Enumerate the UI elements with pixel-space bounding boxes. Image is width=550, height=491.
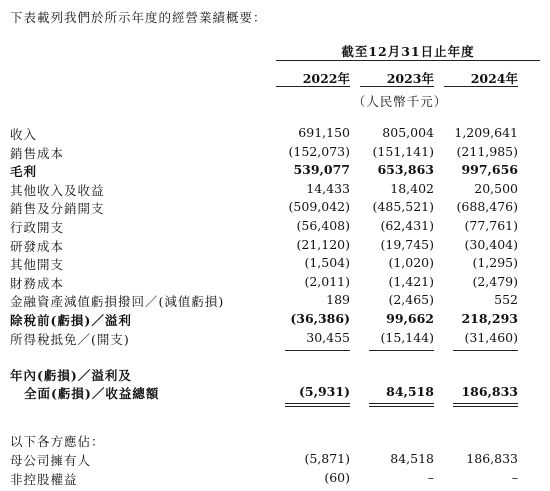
row-value: (485,521) (372, 199, 434, 215)
attrib-row-value: 84,518 (390, 451, 434, 466)
row-value: (151,141) (372, 143, 434, 159)
attrib-row-value: 186,833 (466, 451, 518, 466)
attrib-row-value: – (511, 469, 518, 485)
attrib-row-value: (5,871) (304, 451, 350, 466)
subtotal-rule-2022 (285, 350, 350, 351)
row-value: (1,020) (388, 255, 434, 271)
year-2024-header: 2024年 (470, 71, 518, 86)
row-value: 218,293 (461, 311, 518, 326)
row-value: (688,476) (456, 199, 518, 215)
total-value: 84,518 (386, 384, 434, 399)
row-value: (1,421) (388, 273, 434, 289)
subtotal-rule-2024 (453, 350, 518, 351)
total-value: (5,931) (299, 384, 350, 399)
row-value: 30,455 (306, 329, 350, 345)
row-value: 997,656 (461, 162, 518, 178)
total-value: 186,833 (461, 384, 518, 399)
attrib-row-label: 非控股權益 (10, 471, 78, 487)
year-2022-header: 2022年 (302, 71, 350, 86)
row-value: (2,465) (388, 292, 434, 308)
row-label: 所得稅抵免／(開支) (10, 331, 130, 347)
row-value: 20,500 (474, 180, 518, 196)
row-value: 189 (326, 292, 350, 308)
row-value: 691,150 (298, 125, 350, 140)
row-value: (509,042) (288, 199, 350, 215)
row-value: (62,431) (380, 218, 434, 233)
unit-label: （人民幣千元） (352, 94, 448, 109)
row-label: 毛利 (10, 164, 38, 180)
row-value: 539,077 (293, 162, 350, 178)
row-value: (15,144) (380, 329, 434, 345)
row-label: 金融資產減值虧損撥回／(減值虧損) (10, 294, 225, 310)
row-value: 1,209,641 (454, 125, 518, 140)
period-header: 截至12月31日止年度 (341, 44, 475, 59)
header-rule (276, 60, 540, 61)
row-value: (211,985) (456, 143, 518, 159)
year-rule-2023 (360, 86, 434, 87)
subtotal-rule-2023 (369, 350, 434, 351)
row-value: (30,404) (464, 236, 518, 252)
row-label: 除稅前(虧損)／溢利 (10, 313, 132, 328)
row-value: (36,386) (290, 311, 350, 326)
row-label: 財務成本 (10, 275, 65, 291)
attrib-row-value: (60) (324, 469, 350, 485)
row-value: (21,120) (296, 236, 350, 252)
total-double-rule (453, 403, 518, 407)
total-label-line2: 全面(虧損)／收益總額 (24, 386, 160, 401)
row-label: 其他開支 (10, 257, 65, 273)
row-value: (1,504) (304, 255, 350, 271)
row-value: (2,011) (304, 273, 350, 289)
year-2023-header: 2023年 (386, 71, 434, 86)
row-value: (152,073) (288, 143, 350, 159)
year-rule-2022 (276, 86, 350, 87)
row-label: 銷售成本 (10, 145, 65, 161)
row-value: 18,402 (390, 180, 434, 196)
total-double-rule (285, 403, 350, 407)
attrib-row-label: 母公司擁有人 (10, 453, 92, 468)
row-label: 行政開支 (10, 220, 65, 235)
row-value: 552 (494, 292, 518, 308)
row-label: 研發成本 (10, 238, 65, 254)
intro-text: 下表載列我們於所示年度的經營業績概要： (10, 10, 267, 25)
row-label: 收入 (10, 127, 38, 142)
row-value: 14,433 (306, 180, 350, 196)
row-value: (2,479) (472, 273, 518, 289)
row-value: 805,004 (382, 125, 434, 140)
row-value: 653,863 (377, 162, 434, 178)
row-value: 99,662 (386, 311, 434, 326)
total-double-rule (369, 403, 434, 407)
total-label-line1: 年內(虧損)／溢利及 (10, 368, 132, 383)
attrib-heading: 以下各方應佔： (10, 434, 105, 449)
row-label: 銷售及分銷開支 (10, 201, 105, 217)
year-rule-2024 (444, 86, 518, 87)
row-value: (31,460) (464, 329, 518, 345)
row-value: (77,761) (464, 218, 518, 233)
row-label: 其他收入及收益 (10, 182, 105, 198)
attrib-row-value: – (427, 469, 434, 485)
row-value: (56,408) (296, 218, 350, 233)
row-value: (19,745) (380, 236, 434, 252)
row-value: (1,295) (472, 255, 518, 271)
